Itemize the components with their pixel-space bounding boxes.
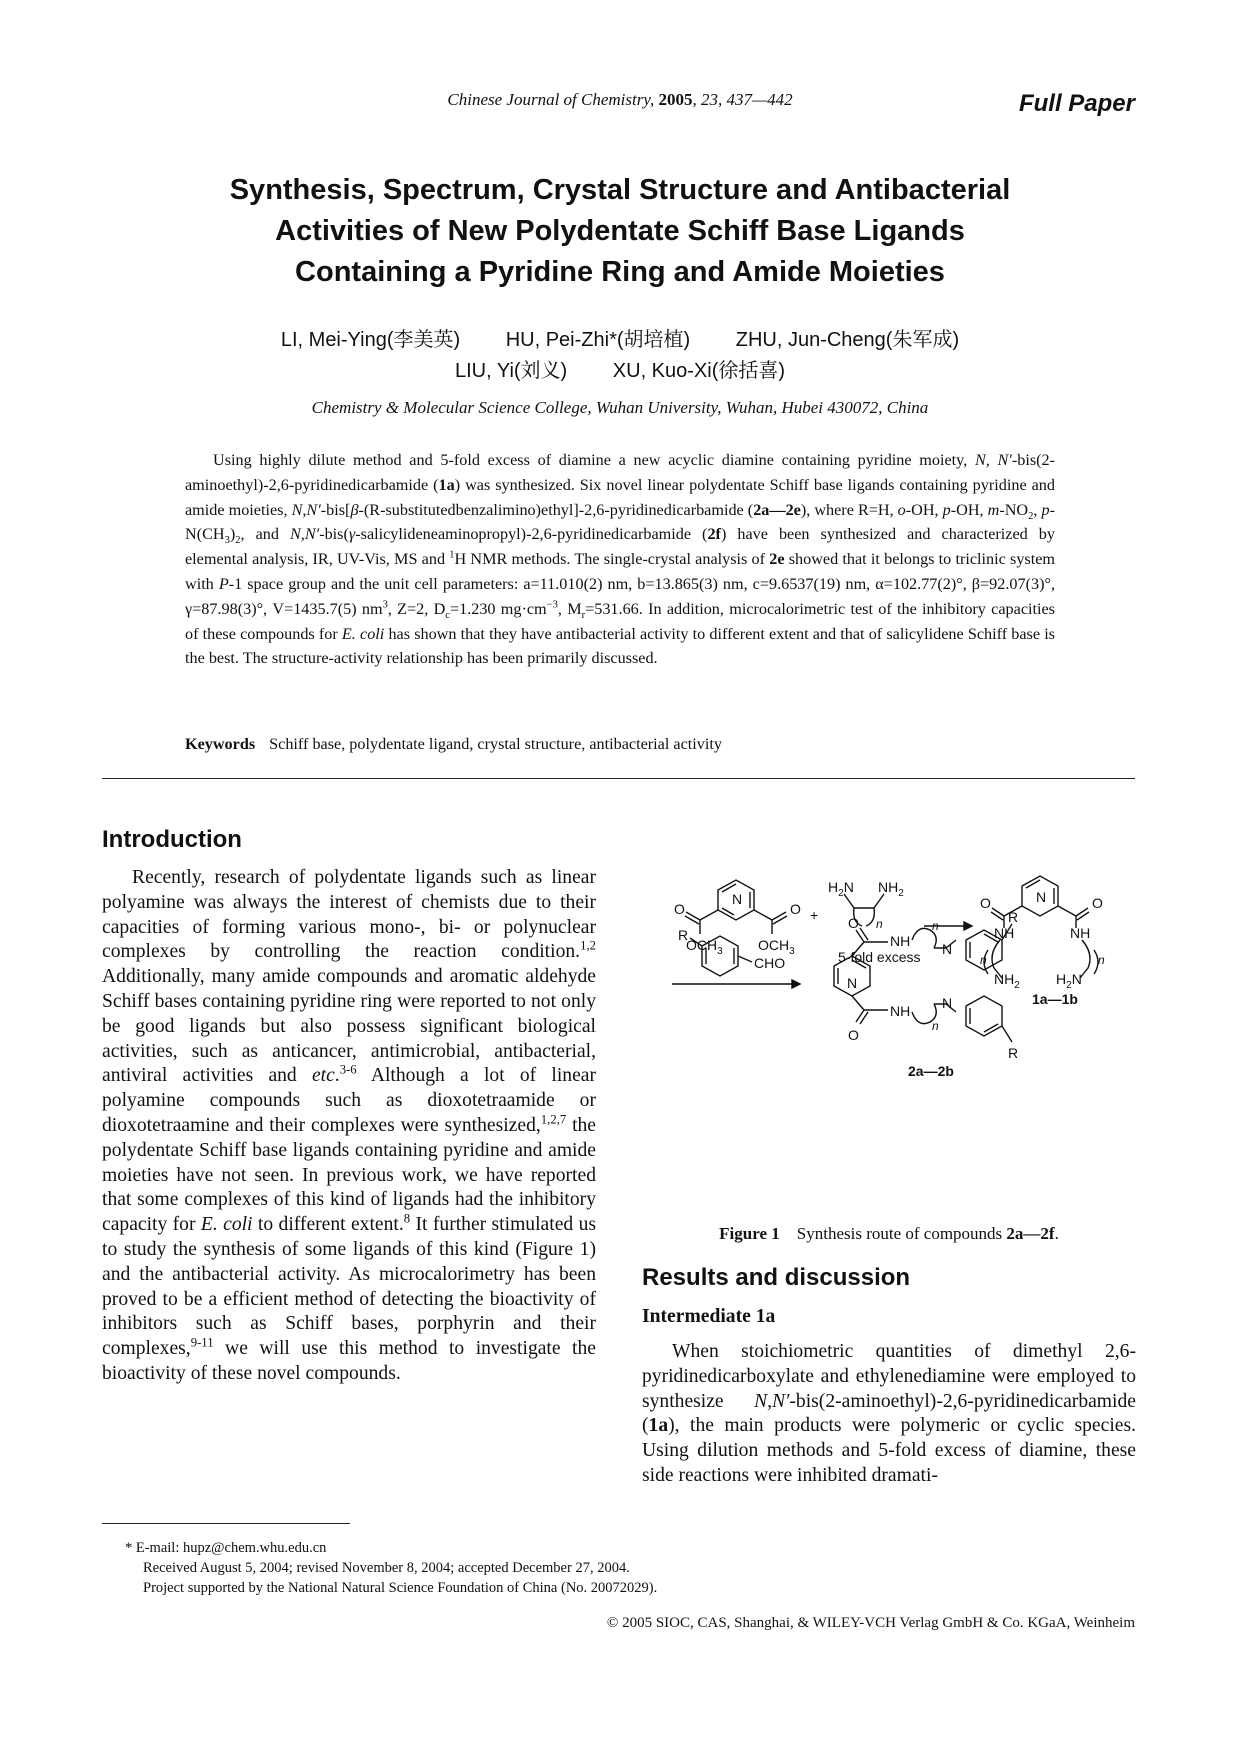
product1-o-left: O <box>980 895 991 911</box>
diamine-h2n-label: $H_2N$ <box>828 879 854 899</box>
introduction-heading: Introduction <box>102 826 242 853</box>
excess-label: 5-fold excess <box>838 949 921 965</box>
footnote-email: * E-mail: hupz@chem.whu.edu.cn <box>125 1540 327 1556</box>
product1-n-label: N <box>1036 889 1047 905</box>
product1-n-right: n <box>1098 953 1105 967</box>
results-heading: Results and discussion <box>642 1264 911 1291</box>
title-line-2: Activities of New Polydentate Schiff Base Ligands <box>275 215 965 247</box>
keywords: Keywords Schiff base, polydentate ligand, crystal structure, antibacterial activity <box>185 735 722 753</box>
footnote-received: Received August 5, 2004; revised November 8, 2004; accepted December 27, 2004. <box>143 1560 630 1576</box>
diester-structure <box>685 880 787 934</box>
diamine-n-subscript: n <box>876 917 883 931</box>
aldehyde-r-label: R <box>678 927 689 943</box>
author-list <box>0 325 1240 387</box>
footnote-project: Project supported by the National Natural Science Foundation of China (No. 20072029). <box>143 1580 658 1596</box>
author-zhu: ZHU, Jun-Cheng(朱军成) <box>735 329 960 351</box>
diamine-nh2-label: $NH_2$ <box>878 879 904 899</box>
journal-citation: Chinese Journal of Chemistry, 2005, 23, 437—442 <box>447 90 793 109</box>
introduction-body: Recently, research of polydentate ligands such as linear polyamine was always the interest of chemists due to their capacities of forming various mono-, bi- or polynuclear complexes by controlling the reaction condition.$^{1,2}$ Additionally, many amide compounds and aromatic aldehyde Schiff bases containing pyridine ring were reported to not only be good ligands but also possess significant biological activities, such as anticancer, antimicrobial, antibacterial, antiviral activities and etc.$^{3-6}$ Although a lot of linear polyamine compounds such as dioxotetraamide or dioxotetraamine and their complexes were synthesized,$^{1,2,7}$ the polydentate Schiff base ligands containing pyridine and amide moieties have not seen. In previous work, we have reported that some complexes of this kind of ligands had the inhibitory capacity for E. coli to different extent.$^8$ It further stimulated us to study the synthesis of some ligands of this kind (Figure 1) and the antibacterial activity. As microcalorimetry has been proved to be a efficient method of detecting the bioactivity of inhibitors such as Schiff bases, porphyrin and their complexes,$^{9-11}$ we will use this method to investigate the bioactivity of these novel compounds. <box>102 867 597 1384</box>
product1-nh-right: NH <box>1070 925 1091 941</box>
section-divider <box>102 778 1135 779</box>
product2-o-top: O <box>848 915 859 931</box>
footnote-divider <box>102 1523 350 1524</box>
product2-n-top: n <box>932 919 939 933</box>
product1-o-right: O <box>1092 895 1103 911</box>
copyright-notice: © 2005 SIOC, CAS, Shanghai, & WILEY-VCH Verlag GmbH & Co. KGaA, Weinheim <box>606 1615 1135 1631</box>
product2-r-top: R <box>1008 909 1019 925</box>
product1-label: 1a—1b <box>1032 991 1078 1007</box>
product1-nh-left: NH <box>994 925 1015 941</box>
product2-label: 2a—2b <box>908 1063 954 1079</box>
synthesis-scheme-figure <box>642 858 1136 1223</box>
product1-h2n-right: $H_2N$ <box>1056 971 1082 991</box>
product-2a-structure <box>834 924 1015 1042</box>
diester-n-label: N <box>732 891 743 907</box>
title-line-1: Synthesis, Spectrum, Crystal Structure and Antibacterial <box>229 174 1011 206</box>
results-body: When stoichiometric quantities of dimethyl 2,6-pyridinedicarboxylate and ethylenediamine were employed to synthesize N,N′-bis(2-aminoethyl)-2,6-pyridinedicarbamide (1a), the main products were polymeric or cyclic species. Using dilution methods and 5-fold excess of diamine, these side reactions were inhibited dramati- <box>642 1341 1136 1486</box>
product2-n-label: N <box>847 975 858 991</box>
product2-imine-top: N <box>942 941 953 957</box>
figure-caption: Figure 1 Synthesis route of compounds 2a—2f. <box>719 1224 1059 1243</box>
affiliation: Chemistry & Molecular Science College, Wuhan University, Wuhan, Hubei 430072, China <box>311 398 929 417</box>
paper-title <box>160 170 1080 293</box>
ester-right-label: $OCH_3$ <box>758 937 795 957</box>
intermediate-subheading: Intermediate 1a <box>642 1306 776 1327</box>
author-liu: LIU, Yi(刘义) <box>454 360 568 382</box>
plus-sign: + <box>810 907 819 923</box>
author-li: LI, Mei-Ying(李美英) <box>280 329 461 351</box>
product2-r-bottom: R <box>1008 1045 1019 1061</box>
product2-nh-bottom: NH <box>890 1003 911 1019</box>
product2-n-bottom: n <box>932 1019 939 1033</box>
diester-o-right: O <box>790 901 801 917</box>
product2-o-bottom: O <box>848 1027 859 1043</box>
product1-n-left: n <box>980 953 987 967</box>
diester-o-left: O <box>674 901 685 917</box>
footnotes <box>125 1538 1075 1598</box>
article-type: Full Paper <box>1018 90 1135 117</box>
author-xu: XU, Kuo-Xi(徐括喜) <box>612 360 786 382</box>
abstract: Using highly dilute method and 5-fold excess of diamine a new acyclic diamine containing pyridine moiety, N, N′-bis(2-aminoethyl)-2,6-pyridinedicarbamide (1a) was synthesized. Six novel linear polydentate Schiff base ligands containing pyridine and amide moieties, N,N′-bis[β-(R-substitutedbenzalimino)ethyl]-2,6-pyridinedicarbamide (2a—2e), where R=H, o-OH, p-OH, $m-NO_2$, $p-N(CH_3)_2$, and N,N′-bis(γ-salicylideneaminopropyl)-2,6-pyridinedicarbamide (2f) have been synthesized and characterized by elemental analysis, IR, UV-Vis, MS and $^1$H NMR methods. The single-crystal analysis of 2e showed that it belongs to triclinic system with P-1 space group and the unit cell parameters: a=11.010(2) nm, b=13.865(3) nm, c=9.6537(19) nm, α=102.77(2)°, β=92.07(3)°, γ=87.98(3)°, V=1435.7(5) $nm^3$, Z=2, $D_c=1.230$ $mg\cdot cm^{-3}$, $M_r=531.66$. In addition, microcalorimetric test of the inhibitory capacities of these compounds for E. coli has shown that they have antibacterial activity to different extent and that of salicylidene Schiff base is the best. The structure-activity relationship has been primarily discussed. <box>185 451 1056 668</box>
product2-nh-top: NH <box>890 933 911 949</box>
author-hu: HU, Pei-Zhi*(胡培植) <box>505 329 691 351</box>
ester-left-label: $OCH_3$ <box>686 937 723 957</box>
product1-nh2-left: $NH_2$ <box>994 971 1020 991</box>
aldehyde-cho-label: CHO <box>754 955 786 971</box>
title-line-3: Containing a Pyridine Ring and Amide Moieties <box>295 256 945 288</box>
product2-imine-bottom: N <box>942 995 953 1011</box>
